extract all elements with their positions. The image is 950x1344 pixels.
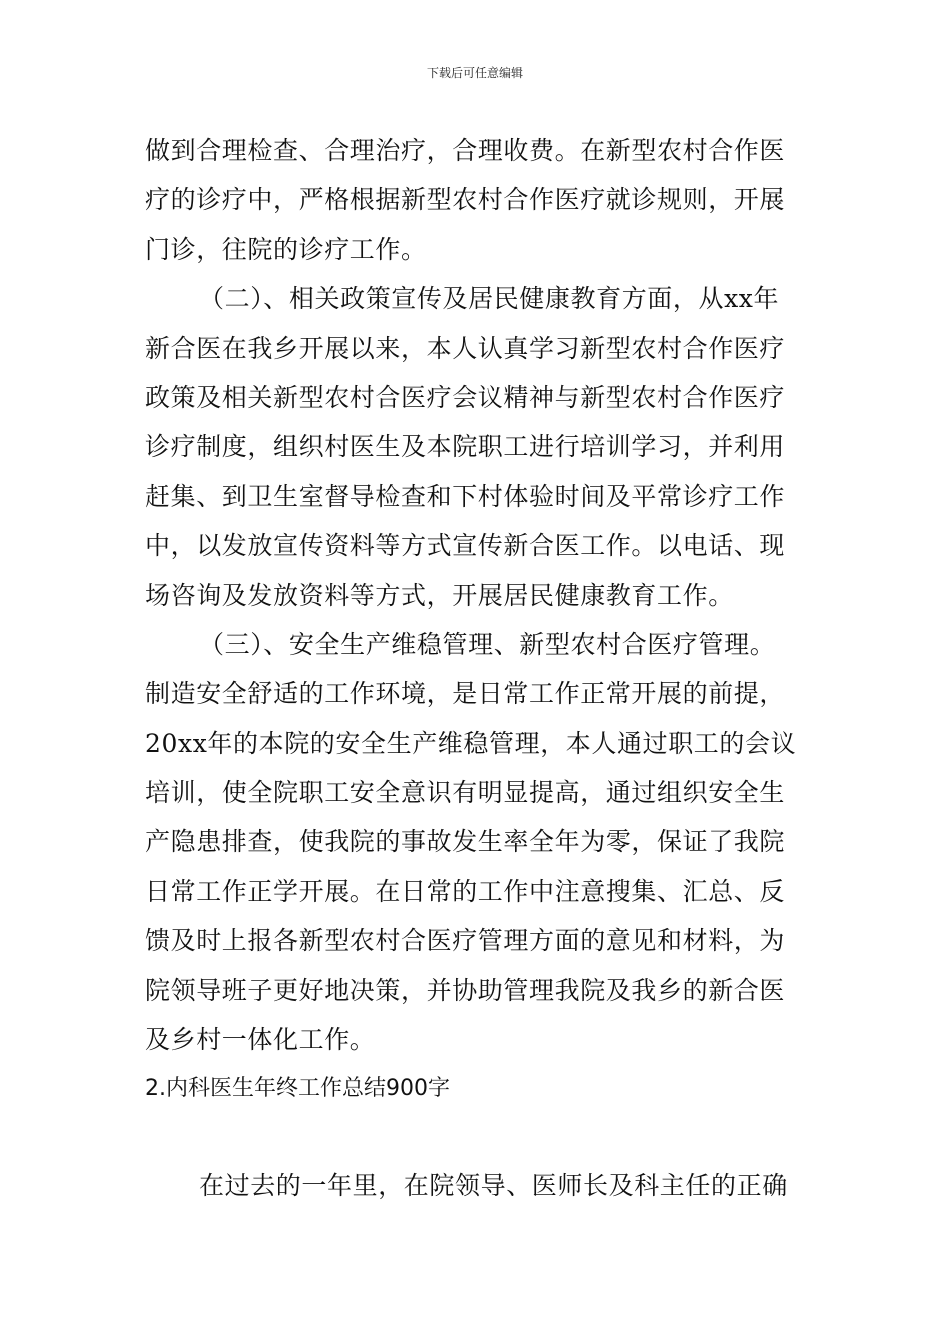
paragraph-line: 赶集、到卫生室督导检查和下村体验时间及平常诊疗工作 (145, 481, 786, 511)
paragraph-line: 20xx年的本院的安全生产维稳管理，本人通过职工的会议 (145, 728, 797, 758)
section-heading: 2.内科医生年终工作总结900字 (145, 1076, 450, 1102)
paragraph-line: （三）、安全生产维稳管理、新型农村合医疗管理。 (199, 629, 776, 659)
document-body (145, 126, 815, 1210)
paragraph-line: 培训，使全院职工安全意识有明显提高，通过组织安全生 (145, 778, 786, 808)
paragraph-line: 门诊，往院的诊疗工作。 (145, 234, 427, 264)
paragraph-line: 日常工作正学开展。在日常的工作中注意搜集、汇总、反 (145, 876, 786, 906)
paragraph-line: 馈及时上报各新型农村合医疗管理方面的意见和材料，为 (145, 926, 786, 956)
paragraph-line: 及乡村一体化工作。 (145, 1025, 376, 1055)
paragraph-line: 疗的诊疗中，严格根据新型农村合作医疗就诊规则，开展 (145, 185, 786, 215)
page-header: 下载后可任意编辑 (426, 66, 523, 80)
paragraph-line: 院领导班子更好地决策，并协助管理我院及我乡的新合医 (145, 975, 786, 1005)
paragraph-line: 做到合理检查、合理治疗，合理收费。在新型农村合作医 (145, 136, 786, 165)
paragraph-line: 制造安全舒适的工作环境，是日常工作正常开展的前提， (145, 679, 786, 709)
paragraph-line: 在过去的一年里，在院领导、医师长及科主任的正确 (199, 1170, 788, 1200)
paragraph-line: 中，以发放宣传资料等方式宣传新合医工作。以电话、现 (145, 531, 786, 561)
blank-spacer (145, 1114, 815, 1161)
paragraph-line: （二）、相关政策宣传及居民健康教育方面，从xx年 (199, 284, 780, 314)
paragraph-line: 政策及相关新型农村合医疗会议精神与新型农村合作医疗 (145, 382, 786, 412)
paragraph-line: 诊疗制度，组织村医生及本院职工进行培训学习，并利用 (145, 432, 786, 462)
paragraph-line: 场咨询及发放资料等方式，开展居民健康教育工作。 (145, 580, 734, 610)
paragraph-line: 产隐患排查，使我院的事故发生率全年为零，保证了我院 (145, 827, 786, 857)
paragraph-line: 新合医在我乡开展以来，本人认真学习新型农村合作医疗 (145, 333, 786, 363)
